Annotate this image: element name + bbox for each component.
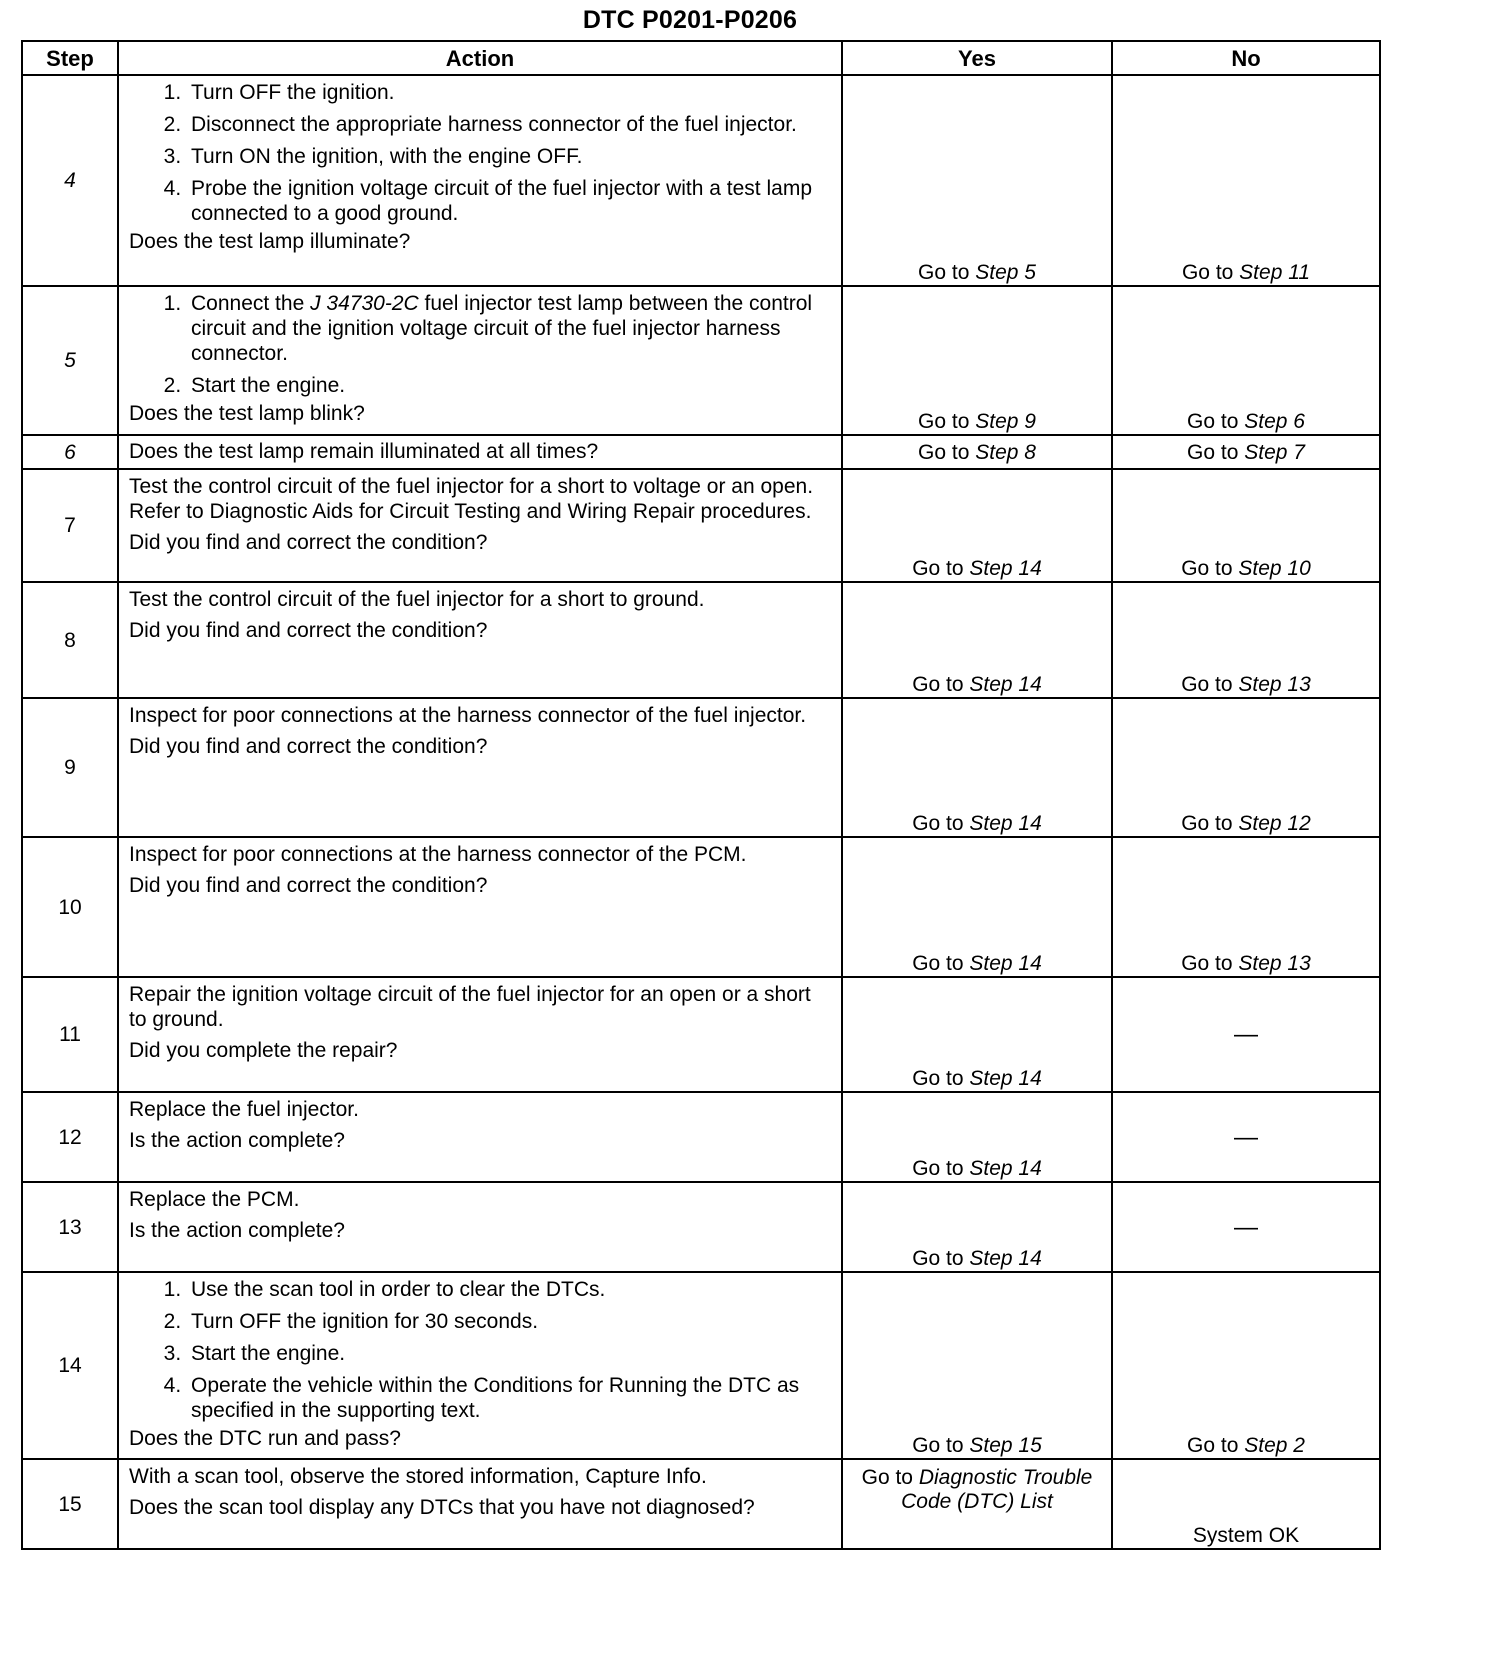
step-number: 15 [22,1459,118,1549]
yes-result: Go to Step 14 [842,582,1112,698]
action-step: 4. Operate the vehicle within the Conditions for Running the DTC as specified in the supporting text. [187,1373,831,1423]
step-number: 10 [22,837,118,977]
action-cell [118,75,842,286]
action-question: Does the test lamp remain illuminated at all times? [129,440,599,463]
step-number: 7 [22,469,118,582]
step-number: 9 [22,698,118,837]
yes-result: Go to Step 8 [842,435,1112,469]
action-step: 3. Start the engine. [187,1341,831,1366]
yes-result: Go to Step 14 [842,1182,1112,1272]
action-step: 2. Disconnect the appropriate harness connector of the fuel injector. [187,112,831,137]
table-row [22,75,1380,286]
action-step: 1. Use the scan tool in order to clear the DTCs. [187,1277,831,1302]
table-row [22,582,1380,698]
no-result: Go to Step 6 [1112,286,1380,435]
header-action: Action [118,41,842,75]
step-number: 8 [22,582,118,698]
action-question: Is the action complete? [129,1219,345,1242]
table-row [22,1272,1380,1459]
action-steps [129,1277,831,1426]
table-row [22,1092,1380,1182]
action-steps [129,291,831,401]
action-step: 2. Start the engine. [187,373,831,398]
action-question: Does the test lamp blink? [129,402,365,425]
table-row [22,435,1380,469]
yes-result: Go to Step 14 [842,977,1112,1092]
action-step: 3. Turn ON the ignition, with the engine OFF. [187,144,831,169]
no-result: Go to Step 13 [1112,837,1380,977]
action-text: Inspect for poor connections at the harness connector of the fuel injector. [129,704,807,727]
table-row [22,837,1380,977]
no-result-dash: — [1112,1182,1380,1272]
action-cell [118,1272,842,1459]
no-result: Go to Step 7 [1112,435,1380,469]
action-cell [118,286,842,435]
action-question: Is the action complete? [129,1129,345,1152]
step-number: 5 [22,286,118,435]
action-text: Repair the ignition voltage circuit of the fuel injector for an open or a short to ground. [129,983,811,1031]
action-step: 2. Turn OFF the ignition for 30 seconds. [187,1309,831,1334]
yes-result: Go to Step 15 [842,1272,1112,1459]
action-question: Did you find and correct the condition? [129,619,488,642]
yes-result: Go to Step 14 [842,698,1112,837]
no-result: Go to Step 12 [1112,698,1380,837]
action-question: Did you find and correct the condition? [129,874,488,897]
action-text: Test the control circuit of the fuel injector for a short to voltage or an open. Refer to Diagnostic Aids for Circuit Testing and Wiring Repair procedures. [129,475,814,523]
action-cell [118,977,842,1092]
step-number: 14 [22,1272,118,1459]
action-text: Replace the PCM. [129,1188,300,1211]
action-step: 1. Turn OFF the ignition. [187,80,831,105]
action-cell [118,837,842,977]
table-row [22,1182,1380,1272]
yes-result: Go to Step 14 [842,1092,1112,1182]
table-row [22,698,1380,837]
action-cell [118,1182,842,1272]
header-row [22,41,1380,75]
no-result: Go to Step 13 [1112,582,1380,698]
action-step: 4. Probe the ignition voltage circuit of the fuel injector with a test lamp connected to a good ground. [187,176,831,226]
yes-result: Go to Step 9 [842,286,1112,435]
action-cell [118,1092,842,1182]
action-text: With a scan tool, observe the stored information, Capture Info. [129,1465,707,1488]
page-title: DTC P0201-P0206 [582,6,798,34]
action-question: Does the scan tool display any DTCs that you have not diagnosed? [129,1496,755,1519]
no-result-dash: — [1112,1092,1380,1182]
no-result: System OK [1112,1459,1380,1549]
action-text: Test the control circuit of the fuel injector for a short to ground. [129,588,705,611]
yes-result: Go to Diagnostic Trouble Code (DTC) List [842,1459,1112,1549]
yes-result: Go to Step 14 [842,837,1112,977]
dtc-table [21,40,1381,1550]
action-question: Did you find and correct the condition? [129,735,488,758]
action-question: Did you find and correct the condition? [129,531,488,554]
action-cell [118,698,842,837]
action-cell [118,582,842,698]
no-result: Go to Step 2 [1112,1272,1380,1459]
action-cell [118,1459,842,1549]
action-text: Inspect for poor connections at the harness connector of the PCM. [129,843,747,866]
yes-result: Go to Step 14 [842,469,1112,582]
step-number: 4 [22,75,118,286]
action-steps [129,80,831,229]
yes-result: Go to Step 5 [842,75,1112,286]
step-number: 13 [22,1182,118,1272]
no-result: Go to Step 11 [1112,75,1380,286]
no-result-dash: — [1112,977,1380,1092]
table-row [22,977,1380,1092]
step-number: 11 [22,977,118,1092]
step-number: 6 [22,435,118,469]
action-text: Replace the fuel injector. [129,1098,359,1121]
action-question: Does the DTC run and pass? [129,1427,401,1450]
header-step: Step [22,41,118,75]
no-result: Go to Step 10 [1112,469,1380,582]
table-row [22,469,1380,582]
table-row [22,1459,1380,1549]
action-cell [118,469,842,582]
action-question: Does the test lamp illuminate? [129,230,411,253]
header-no: No [1112,41,1380,75]
action-step: 1. Connect the J 34730-2C fuel injector test lamp between the control circuit and the ignition voltage circuit of the fuel injector harness connector. [187,291,831,366]
action-cell [118,435,842,469]
action-question: Did you complete the repair? [129,1039,398,1062]
header-yes: Yes [842,41,1112,75]
step-number: 12 [22,1092,118,1182]
table-row [22,286,1380,435]
